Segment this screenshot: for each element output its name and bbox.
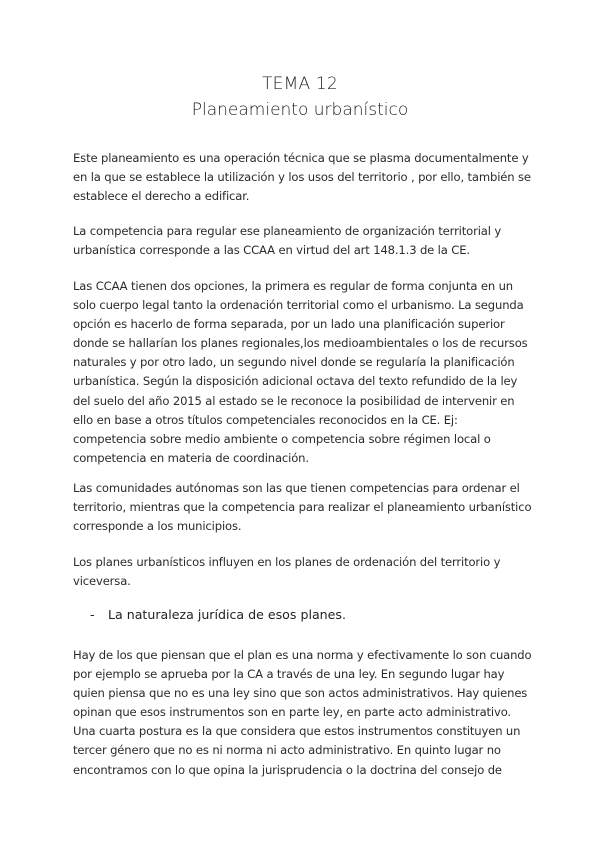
paragraph-comunidades: Las comunidades autónomas son las que tienen competencias para ordenar el territorio, mientras que la competencia para realizar el planeamiento urbanístico corresponde a los municipios. — [73, 481, 532, 534]
paragraph-intro: Este planeamiento es una operación técnica que se plasma documentalmente y en la que se establece la utilización y los usos del territorio , por ello, también se establece el derecho a edificar. — [73, 151, 531, 204]
page-title: TEMA 12 — [262, 74, 338, 94]
bullet-item-naturaleza — [90, 607, 346, 622]
bullet-marker: - — [90, 607, 95, 622]
paragraph-opciones: Las CCAA tienen dos opciones, la primera es regular de forma conjunta en un solo cuerpo legal tanto la ordenación territorial como el urbanismo. La segunda opción es hacerlo de forma separada, por un lado una planificación superior donde se hallarían los planes regionales,los medioambientales o los de recursos naturales y por otro lado, un segundo nivel donde se regularía la planificación urbanística. Según la disposición adicional octava del texto refundido de la ley del suelo del año 2015 al estado se le reconoce la posibilidad de intervenir en ello en base a otros títulos competenciales reconocidos en la CE. Ej: competencia sobre medio ambiente o competencia sobre régimen local o competencia en materia de coordinación. — [73, 279, 528, 465]
bullet-text: La naturaleza jurídica de esos planes. — [108, 607, 346, 622]
paragraph-planes: Los planes urbanísticos influyen en los planes de ordenación del territorio y viceversa. — [73, 555, 501, 589]
paragraph-competencia: La competencia para regular ese planeamiento de organización territorial y urbanística corresponde a las CCAA en virtud del art 148.1.3 de la CE. — [73, 224, 502, 258]
page-subtitle: Planeamiento urbanístico — [191, 100, 409, 120]
paragraph-naturaleza-juridica: Hay de los que piensan que el plan es una norma y efectivamente lo son cuando por ejemplo se aprueba por la CA a través de una ley. En segundo lugar hay quien piensa que no es una ley sino que son actos administrativos. Hay quienes opinan que esos instrumentos son en parte ley, en parte acto administrativo. Una cuarta postura es la que considera que estos instrumentos constituyen un tercer género que no es ni norma ni acto administrativo. En quinto lugar no encontramos con lo que opina la jurisprudencia o la doctrina del consejo de — [73, 648, 532, 777]
